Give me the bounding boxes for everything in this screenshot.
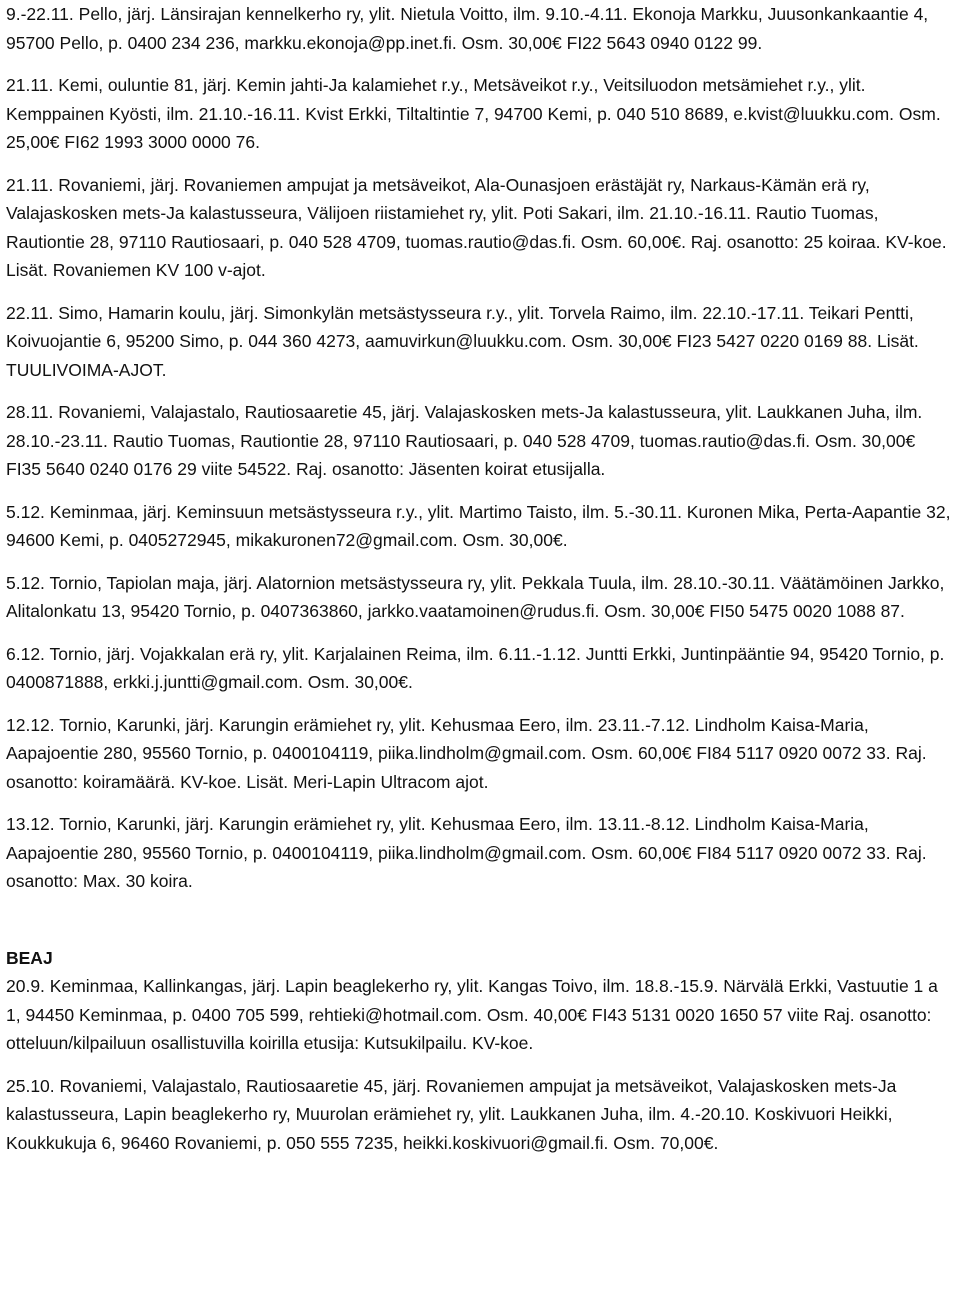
beaj-entry-2 (6, 1072, 954, 1158)
event-entry-7 (6, 569, 954, 626)
event-entry-text: 9.-22.11. Pello, järj. Länsirajan kennelkerho ry, ylit. Nietula Voitto, ilm. 9.10.-4.11. Ekonoja Markku, Juusonkankaantie 4, 95700 Pello, p. 0400 234 236, markku.ekonoja@pp.inet.fi. Osm. 30,00€ FI22 5643 0940 0122 99. (6, 4, 929, 53)
event-entry-5 (6, 398, 954, 484)
event-entry-4 (6, 299, 954, 385)
section-heading: BEAJ (6, 947, 53, 968)
document-page (6, 0, 954, 1171)
event-entry-text: 12.12. Tornio, Karunki, järj. Karungin erämiehet ry, ylit. Kehusmaa Eero, ilm. 23.11.-7.12. Lindholm Kaisa-Maria, Aapajoentie 280, 95560 Tornio, p. 0400104119, piika.lindholm@gmail.com. Osm. 60,00€ FI84 5117 0920 0072 33. Raj. osanotto: koiramäärä. KV-koe. Lisät. Meri-Lapin Ultracom ajot. (6, 714, 927, 792)
event-entry-9 (6, 711, 954, 797)
beaj-section (6, 944, 954, 1158)
event-entry-8 (6, 640, 954, 697)
event-entry-1 (6, 0, 954, 57)
event-entry-text: 22.11. Simo, Hamarin koulu, järj. Simonkylän metsästysseura r.y., ylit. Torvela Raimo, ilm. 22.10.-17.11. Teikari Pentti, Koivuojantie 6, 95200 Simo, p. 044 360 4273, aamuvirkun@luukku.com. Osm. 30,00€ FI23 5427 0220 0169 88. Lisät. TUULIVOIMA-AJOT. (6, 302, 919, 380)
event-entry-6 (6, 498, 954, 555)
event-entry-text: 5.12. Tornio, Tapiolan maja, järj. Alatornion metsästysseura ry, ylit. Pekkala Tuula, ilm. 28.10.-30.11. Väätämöinen Jarkko, Alitalonkatu 13, 95420 Tornio, p. 0407363860, jarkko.vaatamoinen@rudus.fi. Osm. 30,00€ FI50 5475 0020 1088 87. (6, 572, 945, 621)
event-entry-text: 25.10. Rovaniemi, Valajastalo, Rautiosaaretie 45, järj. Rovaniemen ampujat ja metsäveikot, Valajaskosken mets-Ja kalastusseura, Lapin beaglekerho ry, Muurolan erämiehet ry, ylit. Laukkanen Juha, ilm. 4.-20.10. Koskivuori Heikki, Koukkukuja 6, 96460 Rovaniemi, p. 050 555 7235, heikki.koskivuori@gmail.fi. Osm. 70,00€. (6, 1075, 897, 1153)
event-entry-text: 6.12. Tornio, järj. Vojakkalan erä ry, ylit. Karjalainen Reima, ilm. 6.11.-1.12. Juntti Erkki, Juntinpääntie 94, 95420 Tornio, p. 0400871888, erkki.j.juntti@gmail.com. Osm. 30,00€. (6, 643, 945, 692)
beaj-entry-1 (6, 972, 954, 1058)
event-entry-text: 28.11. Rovaniemi, Valajastalo, Rautiosaaretie 45, järj. Valajaskosken mets-Ja kalastusseura, ylit. Laukkanen Juha, ilm. 28.10.-23.11. Rautio Tuomas, Rautiontie 28, 97110 Rautiosaari, p. 040 528 4709, tuomas.rautio@das.fi. Osm. 30,00€ FI35 5640 0240 0176 29 viite 54522. Raj. osanotto: Jäsenten koirat etusijalla. (6, 402, 923, 479)
event-entry-text: 20.9. Keminmaa, Kallinkangas, järj. Lapin beaglekerho ry, ylit. Kangas Toivo, ilm. 18.8.-15.9. Närvälä Erkki, Vastuutie 1 a 1, 94450 Keminmaa, p. 0400 705 599, rehtieki@hotmail.com. Osm. 40,00€ FI43 5131 0020 1650 57 viite Raj. osanotto: otteluun/kilpailuun osallistuvilla koirilla etusija: Kutsukilpailu. KV-koe. (6, 976, 938, 1053)
event-entry-text: 21.11. Rovaniemi, järj. Rovaniemen ampujat ja metsäveikot, Ala-Ounasjoen erästäjät ry, Narkaus-Kämän erä ry, Valajaskosken mets-Ja kalastusseura, Välijoen riistamiehet ry, ylit. Poti Sakari, ilm. 21.10.-16.11. Rautio Tuomas, Rautiontie 28, 97110 Rautiosaari, p. 040 528 4709, tuomas.rautio@das.fi. Osm. 60,00€. Raj. osanotto: 25 koiraa. KV-koe. Lisät. Rovaniemen KV 100 v-ajot. (6, 174, 947, 280)
event-entry-10 (6, 810, 954, 896)
event-entry-text: 21.11. Kemi, ouluntie 81, järj. Kemin jahti-Ja kalamiehet r.y., Metsäveikot r.y., Veitsiluodon metsämiehet r.y., ylit. Kemppainen Kyösti, ilm. 21.10.-16.11. Kvist Erkki, Tiltaltintie 7, 94700 Kemi, p. 040 510 8689, e.kvist@luukku.com. Osm. 25,00€ FI62 1993 3000 0000 76. (6, 75, 941, 152)
event-entry-text: 13.12. Tornio, Karunki, järj. Karungin erämiehet ry, ylit. Kehusmaa Eero, ilm. 13.11.-8.12. Lindholm Kaisa-Maria, Aapajoentie 280, 95560 Tornio, p. 0400104119, piika.lindholm@gmail.com. Osm. 60,00€ FI84 5117 0920 0072 33. Raj. osanotto: Max. 30 koira. (6, 814, 927, 891)
event-entry-text: 5.12. Keminmaa, järj. Keminsuun metsästysseura r.y., ylit. Martimo Taisto, ilm. 5.-30.11. Kuronen Mika, Perta-Aapantie 32, 94600 Kemi, p. 0405272945, mikakuronen72@gmail.com. Osm. 30,00€. (6, 501, 951, 550)
event-entry-3 (6, 171, 954, 285)
event-entry-2 (6, 71, 954, 157)
